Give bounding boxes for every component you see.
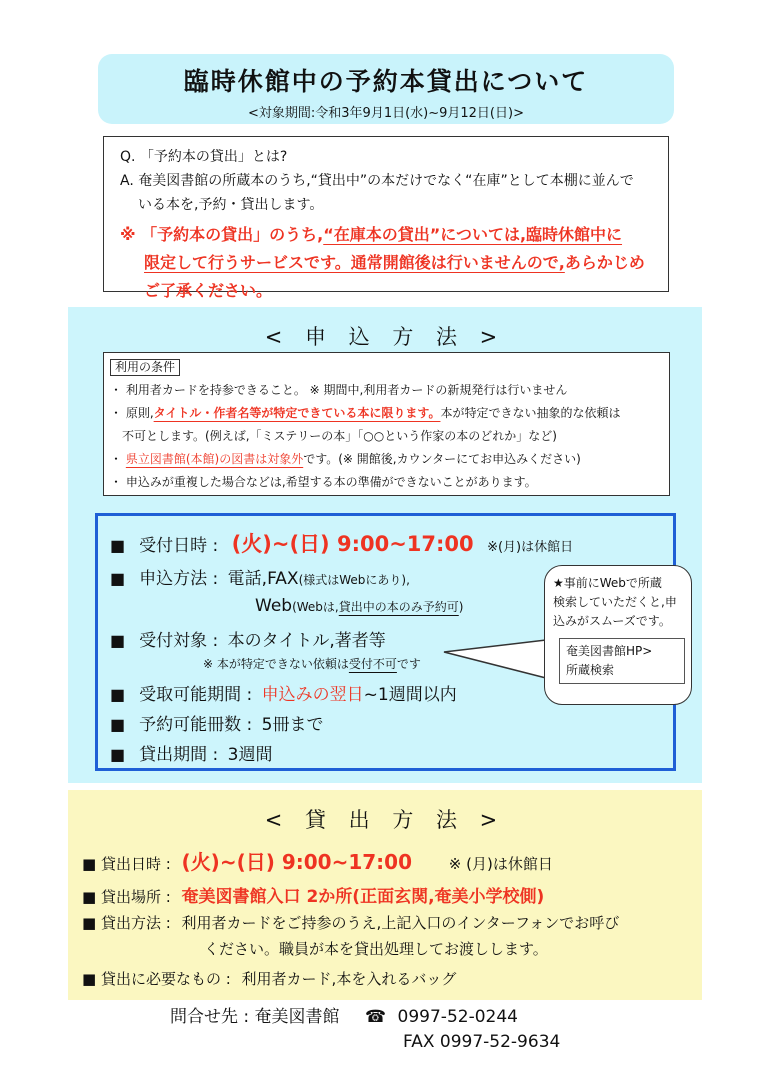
web-note-a: (Webは, bbox=[292, 600, 339, 614]
notice-part-e: ご了承ください。 bbox=[144, 281, 273, 300]
method-label: 申込方法 : bbox=[139, 569, 219, 589]
telephone-icon: ☎ bbox=[364, 1007, 387, 1027]
answer-line-1: A. 奄美図書館の所蔵本のうち,“貸出中”の本だけでなく“在庫”として本棚に並んで bbox=[120, 173, 634, 189]
pickup-label: 受取可能期間 : bbox=[139, 685, 253, 705]
loan-date-value: (火)~(日) 9:00~17:00 bbox=[181, 850, 412, 874]
answer-line-2: いる本を,予約・貸出します。 bbox=[138, 197, 324, 213]
bullet-square: ■ bbox=[110, 631, 126, 650]
loan-section bbox=[68, 790, 702, 1000]
limit-label: 予約可能冊数 : bbox=[139, 715, 253, 735]
target-note-c: です bbox=[396, 657, 421, 671]
condition-item-3-c: です。(※ 開館後,カウンターにてお申込みください) bbox=[303, 452, 581, 466]
loan-method-line-2: ください。職員が本を貸出処理してお渡しします。 bbox=[204, 940, 548, 958]
pickup-row bbox=[110, 680, 457, 705]
conditions-list bbox=[110, 379, 661, 494]
condition-item-3 bbox=[110, 448, 661, 471]
loan-place-value: 奄美図書館入口 2か所(正面玄関,奄美小学校側) bbox=[181, 887, 545, 907]
bubble-tail bbox=[440, 630, 550, 690]
method-value: 電話,FAX bbox=[227, 569, 299, 589]
reception-value: (火)~(日) 9:00~17:00 bbox=[231, 532, 474, 556]
loan-date-label: ■ 貸出日時 : bbox=[82, 855, 171, 873]
web-note-c: ) bbox=[458, 600, 464, 614]
conditions-box bbox=[103, 352, 670, 496]
loan-place-label: ■ 貸出場所 : bbox=[82, 888, 171, 906]
catalog-search-link[interactable] bbox=[559, 638, 685, 684]
loan-method-row bbox=[82, 912, 619, 933]
notice bbox=[120, 221, 652, 305]
condition-item-3-highlight: 県立図書館(本館)の図書は対象外 bbox=[125, 452, 304, 466]
notice-part-b: “在庫本の貸出”については,臨時休館中に bbox=[323, 225, 623, 244]
bullet-square: ■ bbox=[110, 685, 126, 704]
bullet-square: ■ bbox=[110, 569, 126, 588]
loan-need-label: ■ 貸出に必要なもの : bbox=[82, 970, 231, 988]
condition-item-2 bbox=[110, 402, 661, 425]
web-value: Web bbox=[255, 596, 293, 616]
application-heading: < 申 込 方 法 > bbox=[264, 325, 506, 349]
qa-box bbox=[103, 136, 669, 300]
page-title: 臨時休館中の予約本貸出について bbox=[183, 67, 589, 96]
condition-item-1: ・ 利用者カードを持参できること。 ※ 期間中,利用者カードの新規発行は行いません bbox=[110, 383, 568, 397]
notice-part-d: あらかじめ bbox=[564, 253, 645, 272]
condition-item-2-cont: 不可とします。(例えば,「ミステリーの本」「○○という作家の本のどれか」など) bbox=[122, 429, 557, 443]
condition-item-2-highlight: タイトル・作者名等が特定できている本に限ります。 bbox=[153, 406, 441, 420]
condition-item-2-a: ・ 原則, bbox=[110, 406, 154, 420]
target-period: <対象期間:令和3年9月1日(水)~9月12日(日)> bbox=[248, 106, 524, 121]
bullet-square: ■ bbox=[110, 715, 126, 734]
target-note bbox=[203, 655, 421, 672]
limit-row bbox=[110, 710, 324, 735]
condition-item-3-a: ・ bbox=[110, 452, 126, 466]
notice-mark: ※ bbox=[120, 225, 136, 244]
loan-need-row bbox=[82, 968, 456, 989]
condition-item-2-c: 本が特定できない抽象的な依頼は bbox=[440, 406, 621, 420]
limit-value: 5冊まで bbox=[261, 715, 324, 735]
pickup-value-b: ~1週間以内 bbox=[363, 685, 457, 705]
loan-date-row bbox=[82, 846, 553, 875]
target-note-b: 受付不可 bbox=[348, 657, 397, 671]
web-search-bubble bbox=[544, 565, 692, 705]
bubble-line-3: 込みがスムーズです。 bbox=[553, 614, 671, 628]
loan-heading: < 貸 出 方 法 > bbox=[264, 808, 506, 832]
bullet-square: ■ bbox=[110, 536, 126, 555]
bullet-square: ■ bbox=[110, 745, 126, 764]
loan-period-value: 3週間 bbox=[227, 745, 273, 765]
method-note: (様式はWebにあり), bbox=[298, 573, 410, 587]
loan-place-row bbox=[82, 882, 544, 907]
web-note-b: 貸出中の本のみ予約可 bbox=[338, 600, 459, 614]
reception-row bbox=[110, 528, 573, 558]
catalog-link-line-2: 所蔵検索 bbox=[566, 663, 615, 677]
pickup-value-a: 申込みの翌日 bbox=[261, 685, 364, 705]
reception-label: 受付日時 : bbox=[139, 536, 219, 556]
contact-fax: FAX 0997-52-9634 bbox=[403, 1032, 561, 1052]
loan-method-label: ■ 貸出方法 : bbox=[82, 914, 171, 932]
loan-need-value: 利用者カード,本を入れるバッグ bbox=[241, 970, 457, 988]
title-banner bbox=[98, 54, 674, 124]
question: Q. 「予約本の貸出」とは? bbox=[120, 149, 288, 165]
method-row bbox=[110, 564, 410, 589]
web-row bbox=[255, 596, 463, 616]
condition-item-4: ・ 申込みが重複した場合などは,希望する本の準備ができないことがあります。 bbox=[110, 475, 537, 489]
target-note-a: ※ 本が特定できない依頼は bbox=[203, 657, 349, 671]
notice-part-a: 「予約本の貸出」のうち, bbox=[141, 225, 324, 244]
conditions-title: 利用の条件 bbox=[110, 359, 180, 376]
catalog-link-line-1: 奄美図書館HP> bbox=[566, 644, 653, 658]
target-value: 本のタイトル,著者等 bbox=[227, 631, 386, 651]
bubble-line-2: 検索していただくと,申 bbox=[553, 595, 677, 609]
bubble-line-1: ★事前にWebで所蔵 bbox=[553, 576, 662, 590]
target-label: 受付対象 : bbox=[139, 631, 219, 651]
target-row bbox=[110, 626, 386, 651]
loan-period-label: 貸出期間 : bbox=[139, 745, 219, 765]
loan-method-line-1: 利用者カードをご持参のうえ,上記入口のインターフォンでお呼び bbox=[181, 914, 620, 932]
loan-date-note: ※ (月)は休館日 bbox=[448, 855, 553, 873]
contact-label: 問合せ先 : 奄美図書館 bbox=[170, 1007, 340, 1027]
contact-phone: 0997-52-0244 bbox=[397, 1007, 518, 1027]
notice-part-c: 限定して行うサービスです。通常開館後は行いませんので, bbox=[144, 253, 565, 272]
contact-line bbox=[170, 1002, 518, 1027]
loan-period-row bbox=[110, 740, 273, 765]
reception-note: ※(月)は休館日 bbox=[487, 540, 574, 555]
